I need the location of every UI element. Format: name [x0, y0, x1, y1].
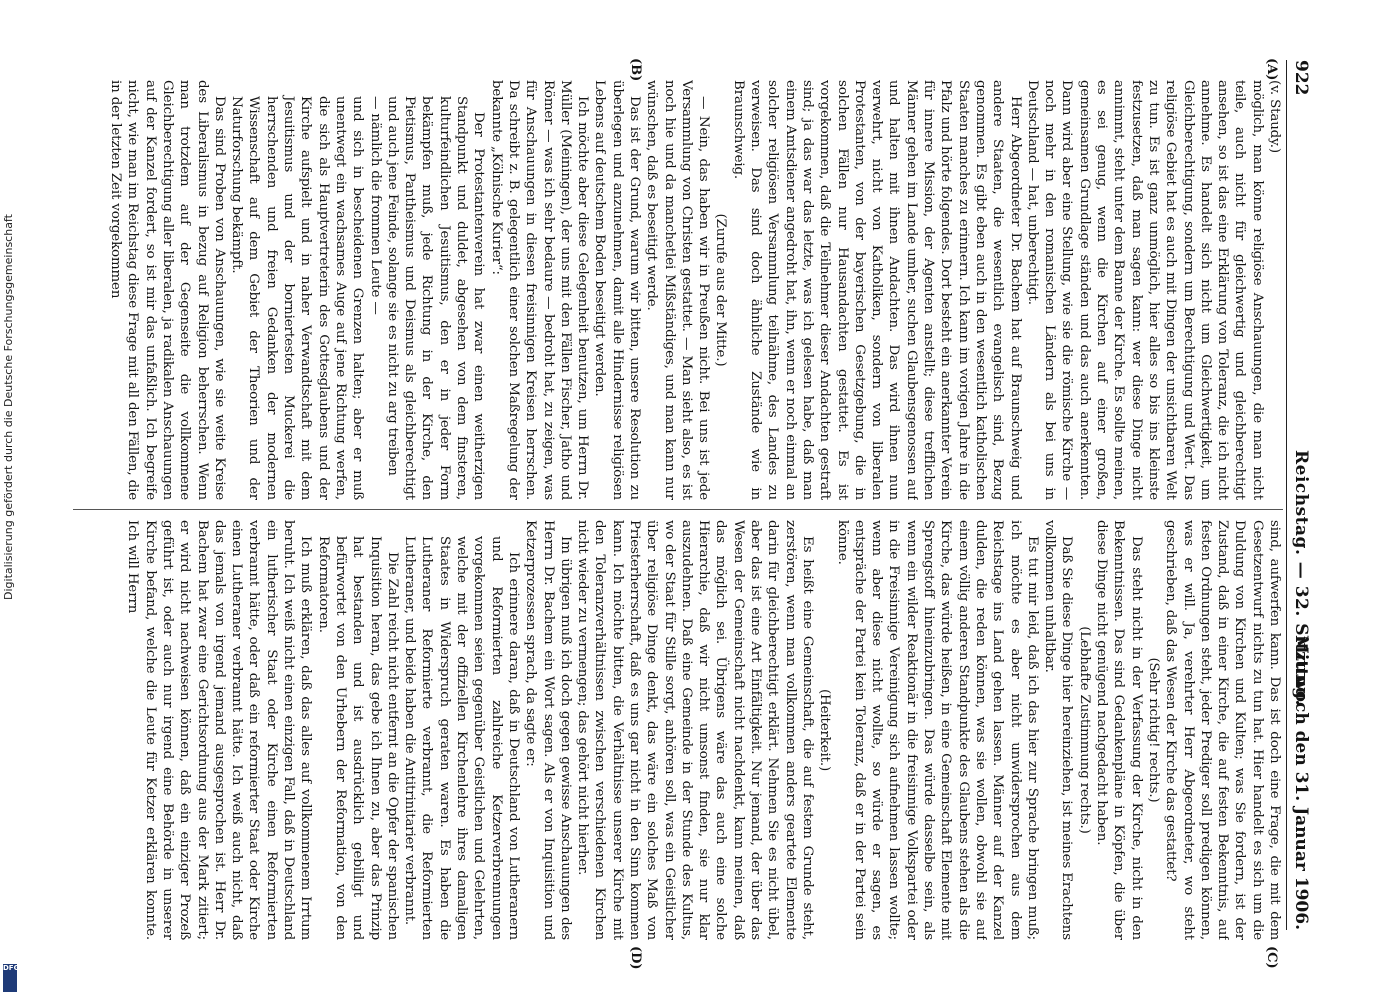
margin-mark-a: (A) — [1264, 58, 1279, 81]
body-paragraph: Das steht nicht in der Verfassung der Kirche, nicht in den Bekenntnissen. Das sind Gedankenpläne in Köpfen, die über diese Dinge nicht genügend nachgedacht haben. — [1094, 520, 1144, 940]
column-divider — [73, 509, 1283, 510]
page-header — [1286, 60, 1313, 930]
running-title: Reichstag. — 32. Sitzung. — [1291, 450, 1311, 706]
interjection: (Lebhafte Zustimmung rechts.) — [1076, 626, 1092, 834]
left-text-column — [53, 80, 1283, 500]
body-paragraph: — Nein, das haben wir in Preußen nicht. Bei uns ist jede Versammlung von Christen gestattet. — Man sieht also, es ist noch hie und da manchetlei Mißständiges, und man kann nur wünschen, daß es beseitigt werde. — [644, 80, 712, 500]
interjection: (Zurufe aus der Mitte.) — [713, 213, 729, 367]
session-date: Mittwoch den 31. Januar 1906. — [1291, 635, 1311, 930]
body-paragraph: Im übrigen muß ich doch gegen gewisse Anschauungen des Herrn Dr. Bachem ein Wort sagen. Als er von Inquisition und Ketzerprozessen sprach, da sagte er: — [523, 520, 573, 940]
interjection: (Heiterkeit.) — [817, 688, 833, 772]
margin-mark-c: (C) — [1264, 946, 1279, 969]
body-paragraph: sind, aufwerfen kann. Das ist doch eine Frage, die mit dem Gesetzentwurf nichts zu tun hat. Hier handelt es sich um die Duldung von Kirchen und Kulten; was Sie fordern, ist der Zustand, daß in einer Kirche, die auf festen Bekenntnis, auf festen Ordnungen steht, jeder Prediger soll predigen können, was er will. Ja, verehrter Herr Abgeordneter, wo steht geschrieben, daß das Wesen der Kirche das gestattet? — [1163, 520, 1282, 940]
interjection: (Sehr richtig! rechts.) — [1145, 657, 1161, 803]
margin-mark-d: (D) — [628, 946, 643, 970]
quote-paragraph: Der Protestantenverein hat zwar einen weitherzigen Standpunkt und duldet, abgesehen von dem finsteren, kulturfeindlichen Jesuitismus, den er in jeder Form bekämpfen muß, jede Richtung in der Kirche, den Pietismus, Pantheismus und Deismus als gleichberechtigt und auch jene Feinde, solange sie es nicht zu arg treiben — [384, 96, 487, 500]
body-paragraph: Es heißt eine Gemeinschaft, die auf festem Grunde steht, zerstören, wenn man vollkommen anders geartete Elemente darin für gleichberechtigt erklärt. Nehmen Sie es nicht übel, aber das ist eine Art Einfältigkeit. Nur jemand, der über das Wesen der Gemeinschaft nicht nachdenkt, kann meinen, daß das möglich sei. Übrigens wäre das auch eine solche Hierarchie, daß wir nicht umsonst finden, sie nur klar auszudehnen. Daß eine Gemeinde in der Stunde des Kultus, wo der Staat für Stille sorgt, anhören soll, was ein Geistlicher über religiöse Dinge denkt, das wäre ein solches Maß von Priesterherrschaft, daß es uns gar nicht in den Sinn kommen kann. Ich möchte bitten, die Verhältnisse unserer Kirche mit den Toleranzverhältnissen zwischen verschiedenen Kirchen nicht wieder zu vermengen; das gehört nicht hierher. — [575, 520, 815, 940]
body-paragraph: Ich möchte aber diese Gelegenheit benutzen, um Herrn Dr. Müller (Meiningen), der uns mit den Fällen Fischer, Jatho und Römer — was ich sehr bedaure — bedroht hat, zu zeigen, was für Anschauungen in diesen freisinnigen Kreisen herrschen. Da schreibt z. B. gelegentlich einer solchen Maßregelung der bekannte „Kölnische Kurier“: — [488, 80, 591, 500]
block-quote — [228, 96, 487, 500]
body-paragraph: Das sind Proben von Anschauungen, wie sie weite Kreise des Liberalismus in bezug auf Religion beherrschen. Wenn man trotzdem auf der Gegenseite die vollkommene Gleichberechtigung aller liberalen, ja radikalen Anschauungen auf der Kanzel fordert, so ist mir das unfaßlich. Ich begreife nicht, wie man im Reichstag diese Frage mit all den Fällen, die in der letzten Zeit vorgekommen — [108, 80, 227, 500]
body-paragraph: Daß Sie diese Dinge hier hereinziehen, ist meines Erachtens vollkommen unhaltbar. — [1042, 520, 1075, 940]
body-paragraph: Ich muß erklären, daß das alles auf vollkommenem Irrtum beruht. Ich weiß nicht einen einzigen Fall, daß in Deutschland ein lutherischer Staat oder Kirche einen Reformierten verbrannt hätte, oder daß ein reformierter Staat oder Kirche einen Lutheraner verbrannt hätte. Ich weiß auch nicht, daß das jemals von irgend jemand ausgesprochen ist. Herr Dr. Bachem hat zwar eine Gerichtsordnung aus der Mark zitiert; er wird nicht nachweisen können, daß ein einziger Prozeß geführt ist, oder auch nur irgend eine Behörde in unserer Kirche befand, welche die Leute für Ketzer erklären konnte. Ich will Herrn — [125, 520, 314, 940]
quote-paragraph: Ich erinnere daran, daß in Deutschland von Lutheranern und Reformierten zahlreiche Ketzerverbrennungen vorgekommen seien gegenüber Geistlichen und Gelehrten, welche mit der offiziellen Kirchenlehre ihres damaligen Staates in Widerspruch geraten waren. Es haben die Lutheraner Reformierte verbrannt, die Reformierten Lutheraner, und beide haben die Antitrinitarier verbrannt. — [402, 536, 521, 940]
quote-paragraph: und sich in bescheidenen Grenzen halten; aber er muß unentwegt ein wachsames Auge auf jene Richtung werfen, die sich als Hauptvertreterin des Gottesglaubens und der Kirche aufspielt und in naher Verwandtschaft mit dem Jesuitismus und der borniertesten Muckerei die herrschenden und freien Gedanken der modernen Wissenschaft auf dem Gebiet der Theorien und der Naturforschung bekämpft. — [229, 96, 366, 500]
quote-paragraph: Die Zahl reicht nicht entfernt an die Opfer der spanischen Inquisition heran, das gebe ich Ihnen zu, aber das Prinzip hat bestanden und ist ausdrücklich gebilligt und befürwortet von den Urhebern der Reformation, von den Reformatoren. — [315, 536, 400, 940]
credit-text: Digitalisierung gefördert durch die Deutsche Forschungsgemeinschaft — [2, 214, 15, 600]
body-paragraph: Das ist der Grund, warum wir bitten, unsere Resolution zu überlegen und anzunehmen, damit alle Hindernisse religiösen Lebens auf deutschem Boden beseitigt werden. — [592, 80, 643, 500]
body-paragraph: möglich, man könne religiöse Anschauungen, die man nicht teile, auch nicht für gleichwertig und gleichberechtigt ansehen, so ist das eine Erklärung von Toleranz, die ich nicht annehme. Es handelt sich nicht um Gleichwertigkeit, um Gleichberechtigung, sondern um Berechtigung und Wert. Das religiöse Gebiet hat es auch mit Dingen der unsichtbaren Welt zu tun. Es ist ganz unmöglich, hier alles so bis ins kleinste festzusetzen, daß man sagen kann: wer diese Dinge nicht annimmt, steht unter dem Banne der Kirche. Es sollte meinen, es sei genug, wenn die Kirchen auf einer großen, gemeinsamen Grundlage ständen und das auch anerkennten. Dann wird aber eine Stellung, wie sie die römische Kirche — noch mehr in den romanischen Ländern als bei uns in Deutschland — hat, unberechtigt. — [1024, 80, 1265, 500]
speaker-name: (v. Staudy.) — [1267, 80, 1282, 153]
dfg-logo-icon: DFG — [3, 964, 17, 992]
body-paragraph: Herr Abgeordneter Dr. Bachem hat auf Braunschweig und andere Staaten, die wesentlich evangelisch sind, Bezug genommen. Es gibt eben auch in den wesentlich katholischen Staaten manches zu erinnern. Ich kann im vorigen Jahre in die Pfalz und hörte folgendes. Dort besteht ein anerkannter Verein für innere Mission, der Agenten anstellt; diese trefflichen Männer gehen im Lande umher, suchen Glaubensgenossen auf und halten mit ihnen Andachten. Das wird ihnen nun verwehrt, nicht von Katholiken, sondern von liberalen Protestanten, von der bayerischen Gesetzgebung, die in solchen Fällen nur Hausandachten gestattet. Es ist vorgekommen, daß die Teilnehmer dieser Andachten gestraft sind; ja das war das letzte, was ich gelesen habe, daß man einem Amtsdiener angedroht hat, ihn, wenn er noch einmal an solcher religiösen Versammlung teilnähme, des Landes zu verweisen. Das sind doch ähnliche Zustände wie in Braunschweig. — [730, 80, 1023, 500]
body-paragraph: Es tut mir leid, daß ich das hier zur Sprache bringen muß; ich möchte es aber nicht unwidersprochen aus dem Reichstage ins Land gehen lassen. Männer auf der Kanzel dulden, die reden können, was sie wollen, obwohl sie auf einem völlig anderen Standpunkte des Glaubens stehen als die Kirche, das würde heißen, in eine Gemeinschaft Elemente mit Sprengstoff hineinzubringen. Das würde dasselbe sein, als wenn ein wilder Reaktionär in die freisinnige Volkspartei oder in die Freisinnige Vereinigung sich aufnehmen lassen wollte; wenn aber diese nicht wollte, so würde er sagen, es entspräche der Partei kein Toleranz, daß er in der Partei sein könne. — [834, 520, 1040, 940]
page-number: 922 — [1291, 60, 1311, 96]
right-text-column — [53, 520, 1283, 940]
digitization-credit — [0, 0, 20, 1000]
margin-mark-b: (B) — [628, 58, 643, 82]
quote-aside: — nämlich die frommen Leute — — [367, 96, 383, 315]
